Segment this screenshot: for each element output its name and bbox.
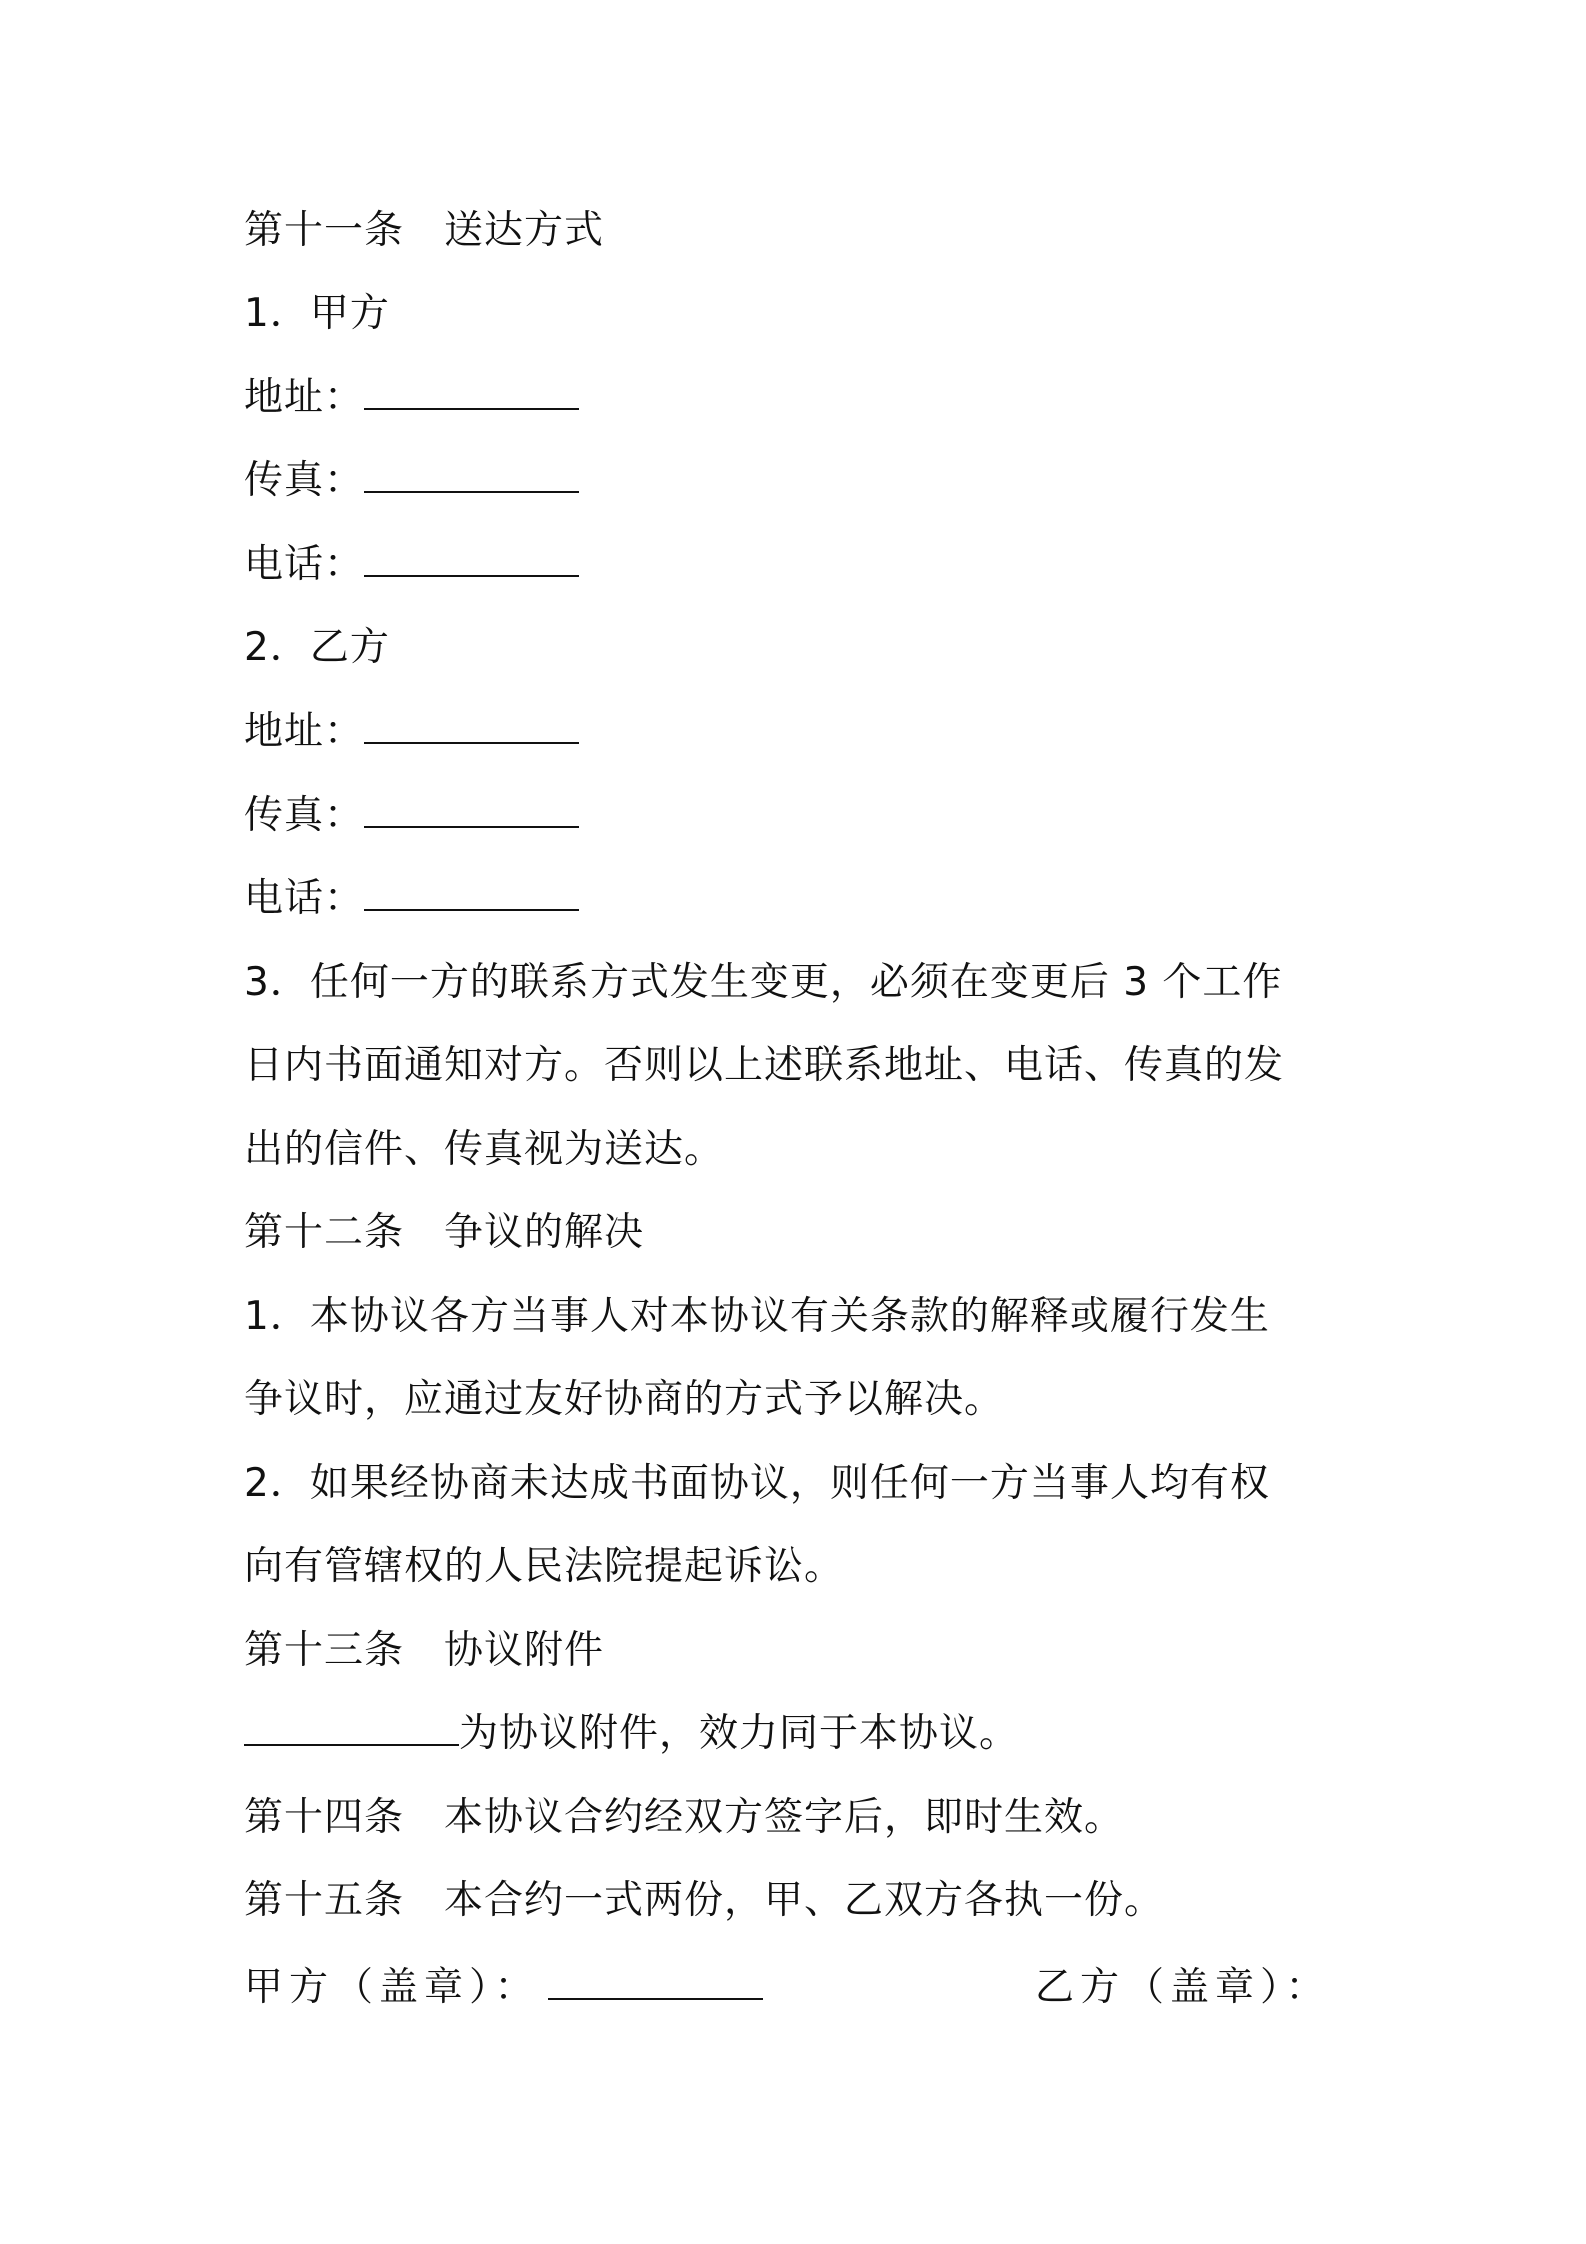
article-12-clause-2-line-2: 向有管辖权的人民法院提起诉讼。 bbox=[244, 1544, 845, 1589]
party-b-fax-label: 传真： bbox=[244, 793, 365, 838]
attachment-text: 为协议附件，效力同于本协议。 bbox=[459, 1711, 1020, 1756]
party-a-signature-row bbox=[244, 1962, 763, 2014]
party-a-address-label: 地址： bbox=[244, 375, 365, 420]
party-b-signature-row bbox=[1035, 1962, 1331, 2014]
article-12-clause-2-line-1: 2．如果经协商未达成书面协议，则任何一方当事人均有权 bbox=[244, 1461, 1270, 1506]
party-a-signature-blank bbox=[548, 1966, 763, 2000]
article-12-clause-1-line-1: 1．本协议各方当事人对本协议有关条款的解释或履行发生 bbox=[244, 1294, 1270, 1339]
article-13-heading: 第十三条 协议附件 bbox=[244, 1628, 605, 1673]
party-a-address-blank bbox=[364, 376, 579, 410]
party-a-heading: 1．甲方 bbox=[244, 291, 390, 336]
party-b-phone-blank bbox=[364, 877, 579, 911]
party-b-fax-blank bbox=[364, 794, 579, 828]
party-a-phone-row bbox=[244, 539, 1354, 591]
article-15: 第十五条 本合约一式两份，甲、乙双方各执一份。 bbox=[244, 1878, 1165, 1923]
party-a-fax-row bbox=[244, 455, 1354, 507]
party-b-heading: 2．乙方 bbox=[244, 625, 390, 670]
article-12-clause-1-line-2: 争议时，应通过友好协商的方式予以解决。 bbox=[244, 1377, 1005, 1422]
party-b-phone-label: 电话： bbox=[244, 876, 365, 921]
article-13-attachment-row bbox=[244, 1708, 1354, 1760]
party-a-signature-label: 甲方（盖章）： bbox=[244, 1965, 540, 2010]
article-14: 第十四条 本协议合约经双方签字后，即时生效。 bbox=[244, 1795, 1125, 1840]
party-b-address-row bbox=[244, 706, 1354, 758]
party-a-fax-blank bbox=[364, 459, 579, 493]
party-a-fax-label: 传真： bbox=[244, 458, 365, 503]
article-12-heading: 第十二条 争议的解决 bbox=[244, 1210, 645, 1255]
party-b-address-label: 地址： bbox=[244, 709, 365, 754]
party-b-phone-row bbox=[244, 873, 1354, 925]
party-b-signature-label: 乙方（盖章）： bbox=[1035, 1965, 1331, 2010]
clause-3-line-2: 日内书面通知对方。否则以上述联系地址、电话、传真的发 bbox=[244, 1043, 1285, 1088]
clause-3-line-1: 3．任何一方的联系方式发生变更，必须在变更后 3 个工作 bbox=[244, 960, 1283, 1005]
party-a-phone-label: 电话： bbox=[244, 542, 365, 587]
party-a-phone-blank bbox=[364, 543, 579, 577]
attachment-blank bbox=[244, 1712, 459, 1746]
party-b-address-blank bbox=[364, 710, 579, 744]
party-b-fax-row bbox=[244, 790, 1354, 842]
party-a-address-row bbox=[244, 372, 1354, 424]
article-11-heading: 第十一条 送达方式 bbox=[244, 208, 605, 253]
clause-3-line-3: 出的信件、传真视为送达。 bbox=[244, 1127, 725, 1172]
